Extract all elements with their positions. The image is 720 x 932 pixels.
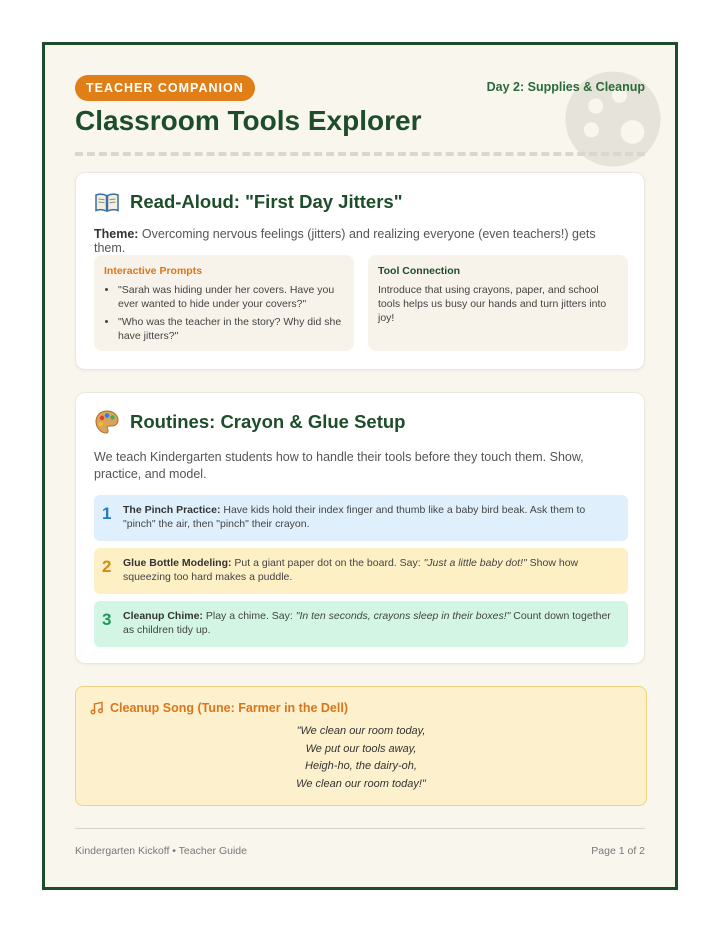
routine-step-1	[94, 495, 628, 541]
dashed-divider	[75, 152, 645, 156]
routines-title: Routines: Crayon & Glue Setup	[130, 411, 406, 432]
prompt-item: • "Sarah was hiding under her covers. Have you ever wanted to hide under your covers?"	[118, 283, 344, 311]
read-aloud-header	[94, 189, 402, 215]
step-number: 2	[102, 557, 112, 576]
step-label: Glue Bottle Modeling:	[123, 557, 232, 569]
palette-icon	[94, 409, 120, 435]
step-number: 1	[102, 504, 112, 523]
lyric-line: Heigh-ho, the dairy-oh,	[305, 760, 417, 772]
tool-connection-title: Tool Connection	[378, 265, 461, 277]
worksheet-page	[42, 42, 678, 890]
song-lyrics	[76, 723, 646, 793]
song-title: Cleanup Song (Tune: Farmer in the Dell)	[110, 701, 348, 715]
theme-text: Overcoming nervous feelings (jitters) and realizing everyone (even teachers!) gets them.	[94, 227, 596, 255]
step-label: Cleanup Chime:	[123, 610, 203, 622]
step-text: Put a giant paper dot on the board. Say:	[231, 557, 424, 569]
step-text: Play a chime. Say:	[202, 610, 296, 622]
read-aloud-card	[75, 172, 645, 370]
music-note-icon	[90, 701, 104, 715]
prompt-item: • "Who was the teacher in the story? Why did she have jitters?"	[118, 315, 344, 343]
step-text: Have kids hold their index finger and thumb like a baby bird beak. Ask them to "pinch" the air, then "pinch" their crayon.	[123, 504, 586, 530]
tool-connection-text: Introduce that using crayons, paper, and school tools helps us busy our hands and turn jitters into joy!	[378, 284, 607, 324]
lyric-line: "We clean our room today,	[296, 725, 426, 737]
lyric-line: We clean our room today!"	[296, 777, 426, 790]
routines-intro: We teach Kindergarten students how to handle their tools before they touch them. Show, practice, and model.	[94, 450, 584, 481]
routine-step-3	[94, 601, 628, 647]
lyric-line: We put our tools away,	[305, 742, 417, 755]
read-aloud-title: Read-Aloud: "First Day Jitters"	[130, 191, 403, 212]
step-quote: "In ten seconds, crayons sleep in their boxes!"	[295, 610, 511, 622]
tool-connection-box	[368, 255, 628, 351]
step-text-after: Count down together as children tidy up.	[123, 610, 611, 636]
routines-card	[75, 392, 645, 664]
theme-line	[94, 227, 626, 255]
page-title: Classroom Tools Explorer	[75, 105, 422, 136]
step-quote: "Just a little baby dot!"	[423, 557, 527, 569]
step-label: The Pinch Practice:	[123, 504, 221, 516]
cleanup-song-box	[75, 686, 647, 806]
routine-step-2	[94, 548, 628, 594]
teacher-companion-badge: TEACHER COMPANION	[75, 75, 255, 101]
footer-divider	[75, 828, 645, 829]
song-header	[90, 701, 348, 715]
interactive-prompts-box	[94, 255, 354, 351]
theme-label: Theme:	[94, 227, 139, 241]
step-number: 3	[102, 610, 112, 629]
page-number: Page 1 of 2	[591, 845, 645, 857]
interactive-prompts-title: Interactive Prompts	[104, 265, 203, 277]
routines-header	[94, 409, 405, 435]
day-label: Day 2: Supplies & Cleanup	[486, 80, 645, 94]
footer-guide-title: Kindergarten Kickoff • Teacher Guide	[75, 845, 247, 857]
open-book-icon	[94, 189, 120, 215]
step-text-after: Show how squeezing too hard makes a puddle.	[123, 557, 579, 583]
prompts-list	[104, 283, 344, 343]
